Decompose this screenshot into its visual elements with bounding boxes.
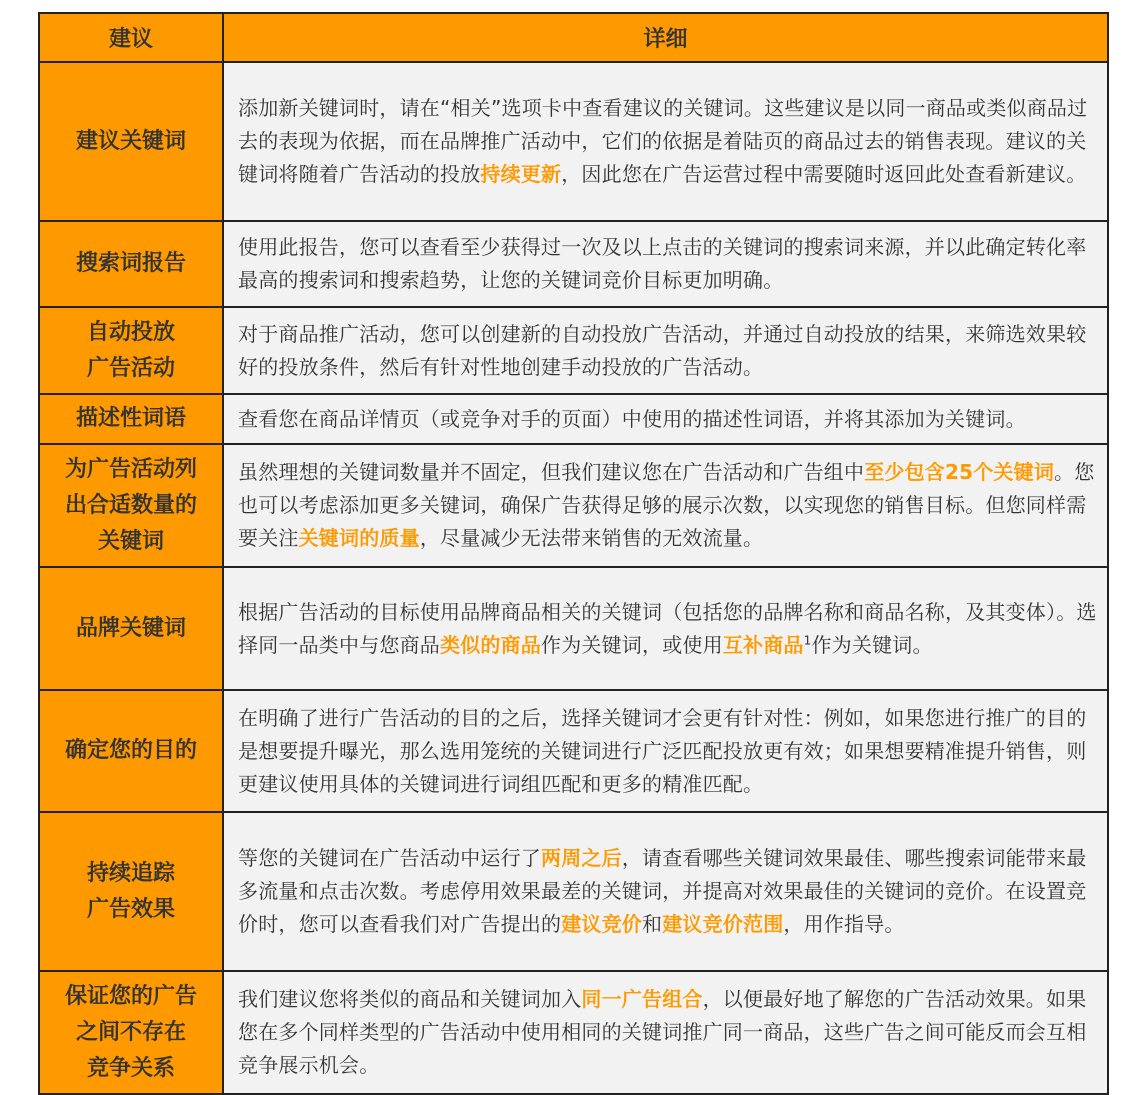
header-detail: 详细 xyxy=(223,13,1108,62)
detail-text: 使用此报告，您可以查看至少获得过一次及以上点击的关键词的搜索词来源，并以此确定转化率最高的搜索词和搜索趋势，让您的关键词竞价目标更加明确。 xyxy=(238,235,1087,292)
detail-text: ，以便最好地了解您的广告活动效果。如果您在多个同样类型的广告活动中使用相同的关键词推广同一商品，这些广告之间可能反而会互相竞争展示机会。 xyxy=(238,987,1087,1077)
suggestion-cell xyxy=(39,690,223,812)
suggestion-cell xyxy=(39,567,223,690)
suggestion-label-line: 为广告活动列 xyxy=(64,456,197,482)
suggestion-cell xyxy=(39,394,223,444)
suggestion-label-line: 建议关键词 xyxy=(75,128,186,154)
detail-cell xyxy=(223,812,1108,971)
detail-text: 作为关键词，或使用 xyxy=(541,632,723,657)
suggestion-label-line: 品牌关键词 xyxy=(75,615,186,641)
table-row xyxy=(39,812,1108,971)
suggestion-label-line: 确定您的目的 xyxy=(64,738,197,763)
detail-text: ，尽量减少无法带来销售的无效流量。 xyxy=(419,526,764,550)
suggestion-label-line: 关键词 xyxy=(97,528,164,554)
detail-text: 添加新关键词时，请在“相关”选项卡中查看建议的关键词。这些建议是以同一商品或类似商品过去的表现为依据，而在品牌推广活动中，它们的依据是着陆页的商品过去的销售表现。建议的关键词将随着广告活动的投放 xyxy=(238,96,1088,186)
highlighted-text: 至少包含25个关键词 xyxy=(864,460,1055,484)
detail-text: 和 xyxy=(642,912,663,936)
detail-text: 我们建议您将类似的商品和关键词加入 xyxy=(238,987,582,1011)
suggestion-label-line: 出合适数量的 xyxy=(64,492,197,518)
table-row xyxy=(39,394,1108,444)
suggestion-cell xyxy=(39,307,223,394)
suggestion-label-line: 描述性词语 xyxy=(75,406,186,431)
suggestion-cell xyxy=(39,812,223,971)
highlighted-text: 互补商品 xyxy=(722,632,804,657)
suggestion-label-line: 保证您的广告 xyxy=(64,983,197,1009)
table-row xyxy=(39,567,1108,690)
detail-cell xyxy=(223,567,1108,690)
detail-text: 虽然理想的关键词数量并不固定，但我们建议您在广告活动和广告组中 xyxy=(238,460,865,484)
suggestion-cell xyxy=(39,444,223,567)
suggestion-cell xyxy=(39,221,223,307)
highlighted-text: 同一广告组合 xyxy=(581,987,703,1011)
detail-text: 。您也可以考虑添加更多关键词，确保广告获得足够的展示次数，以实现您的销售目标。但您同样需要关注 xyxy=(238,460,1095,550)
detail-cell xyxy=(223,971,1108,1094)
detail-cell xyxy=(223,307,1108,394)
detail-cell xyxy=(223,394,1108,444)
detail-text: 在明确了进行广告活动的目的之后，选择关键词才会更有针对性：例如，如果您进行推广的目的是想要提升曝光，那么选用笼统的关键词进行广泛匹配投放更有效；如果想要精准提升销售，则更建议使用具体的关键词进行词组匹配和更多的精准匹配。 xyxy=(238,705,1087,796)
suggestion-label-line: 持续追踪 xyxy=(86,860,175,886)
suggestion-label-line: 自动投放 xyxy=(86,319,175,345)
detail-text: ，请查看哪些关键词效果最佳、哪些搜索词能带来最多流量和点击次数。考虑停用效果最差的关键词，并提高对效果最佳的关键词的竞价。在设置竞价时，您可以查看我们对广告提出的 xyxy=(238,846,1087,936)
table-header-row xyxy=(39,13,1108,62)
detail-text: ，因此您在广告运营过程中需要随时返回此处查看新建议。 xyxy=(561,162,1087,186)
footnote-marker: 1 xyxy=(803,632,812,647)
highlighted-text: 两周之后 xyxy=(541,846,622,870)
detail-text: 查看您在商品详情页（或竞争对手的页面）中使用的描述性词语，并将其添加为关键词。 xyxy=(238,406,1026,431)
highlighted-text: 建议竞价 xyxy=(561,912,643,936)
detail-cell xyxy=(223,62,1108,221)
detail-cell xyxy=(223,221,1108,307)
table-row xyxy=(39,971,1108,1094)
table-row xyxy=(39,444,1108,567)
detail-text: 根据广告活动的目标使用品牌商品相关的关键词（包括您的品牌名称和商品名称，及其变体）。选择同一品类中与您商品 xyxy=(238,599,1097,657)
highlighted-text: 关键词的质量 xyxy=(298,526,420,550)
suggestion-label-line: 广告效果 xyxy=(86,896,175,922)
table-row xyxy=(39,690,1108,812)
detail-cell xyxy=(223,444,1108,567)
highlighted-text: 类似的商品 xyxy=(440,632,541,657)
table-row xyxy=(39,62,1108,221)
detail-text: 作为关键词。 xyxy=(811,632,933,657)
highlighted-text: 建议竞价范围 xyxy=(662,912,784,936)
highlighted-text: 持续更新 xyxy=(480,162,562,186)
keyword-suggestions-table xyxy=(38,12,1109,1095)
header-suggestion: 建议 xyxy=(39,13,223,62)
suggestion-label-line: 广告活动 xyxy=(86,355,175,381)
table-row xyxy=(39,221,1108,307)
detail-text: 对于商品推广活动，您可以创建新的自动投放广告活动，并通过自动投放的结果，来筛选效果较好的投放条件，然后有针对性地创建手动投放的广告活动。 xyxy=(238,321,1087,379)
suggestion-cell xyxy=(39,62,223,221)
detail-cell xyxy=(223,690,1108,812)
suggestion-label-line: 竞争关系 xyxy=(86,1055,175,1081)
detail-text: 等您的关键词在广告活动中运行了 xyxy=(238,846,541,870)
suggestion-label-line: 搜索词报告 xyxy=(75,251,186,276)
suggestion-cell xyxy=(39,971,223,1094)
suggestion-label-line: 之间不存在 xyxy=(75,1019,186,1045)
table-row xyxy=(39,307,1108,394)
detail-text: ，用作指导。 xyxy=(783,912,905,936)
